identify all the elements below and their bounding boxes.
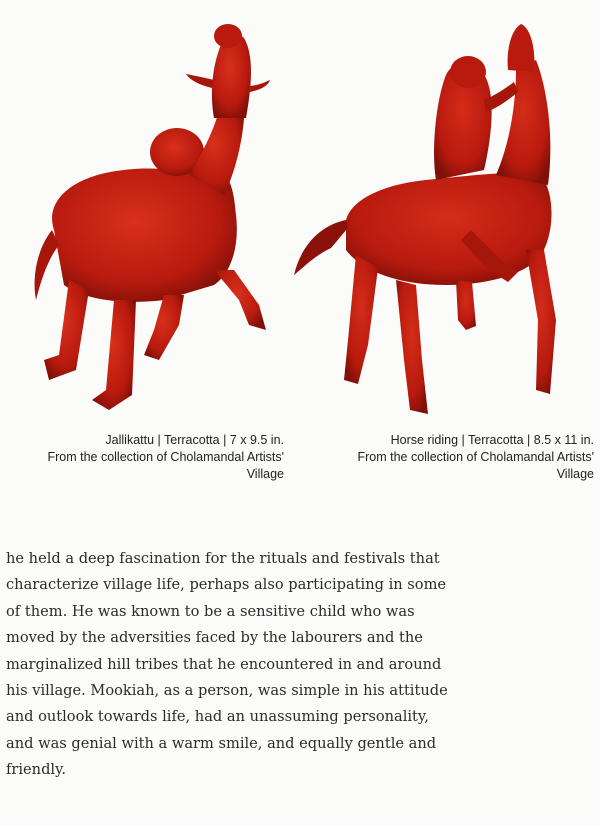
caption-collection-cont: Village bbox=[556, 467, 594, 481]
figure-jallikattu bbox=[14, 0, 276, 420]
body-paragraph bbox=[6, 546, 456, 784]
caption-collection: From the collection of Cholamandal Artists' bbox=[47, 450, 284, 464]
paragraph-line: characterize village life, perhaps also participating in some bbox=[6, 576, 447, 594]
caption-jallikattu bbox=[10, 432, 284, 483]
paragraph-line: he held a deep fascination for the rituals and festivals that bbox=[6, 550, 440, 567]
caption-title: Jallikattu | Terracotta | 7 x 9.5 in. bbox=[105, 433, 284, 447]
caption-title: Horse riding | Terracotta | 8.5 x 11 in. bbox=[390, 433, 594, 447]
paragraph-line: marginalized hill tribes that he encountered in and around bbox=[6, 655, 442, 673]
paragraph-line: friendly. bbox=[6, 761, 67, 779]
caption-collection-cont: Village bbox=[246, 467, 284, 481]
jallikattu-sculpture-image bbox=[14, 0, 276, 420]
paragraph-line: his village. Mookiah, as a person, was simple in his attitude bbox=[6, 682, 448, 700]
figure-horse-riding bbox=[286, 0, 600, 420]
caption-horse-riding bbox=[300, 432, 594, 483]
horse-riding-sculpture-image bbox=[286, 0, 600, 420]
paragraph-line: moved by the adversities faced by the labourers and the bbox=[6, 629, 423, 647]
paragraph-line: and outlook towards life, had an unassuming personality, bbox=[6, 708, 429, 726]
paragraph-line: of them. He was known to be a sensitive child who was bbox=[6, 602, 415, 620]
paragraph-line: and was genial with a warm smile, and equally gentle and bbox=[6, 734, 437, 752]
caption-collection: From the collection of Cholamandal Artists' bbox=[357, 450, 594, 464]
